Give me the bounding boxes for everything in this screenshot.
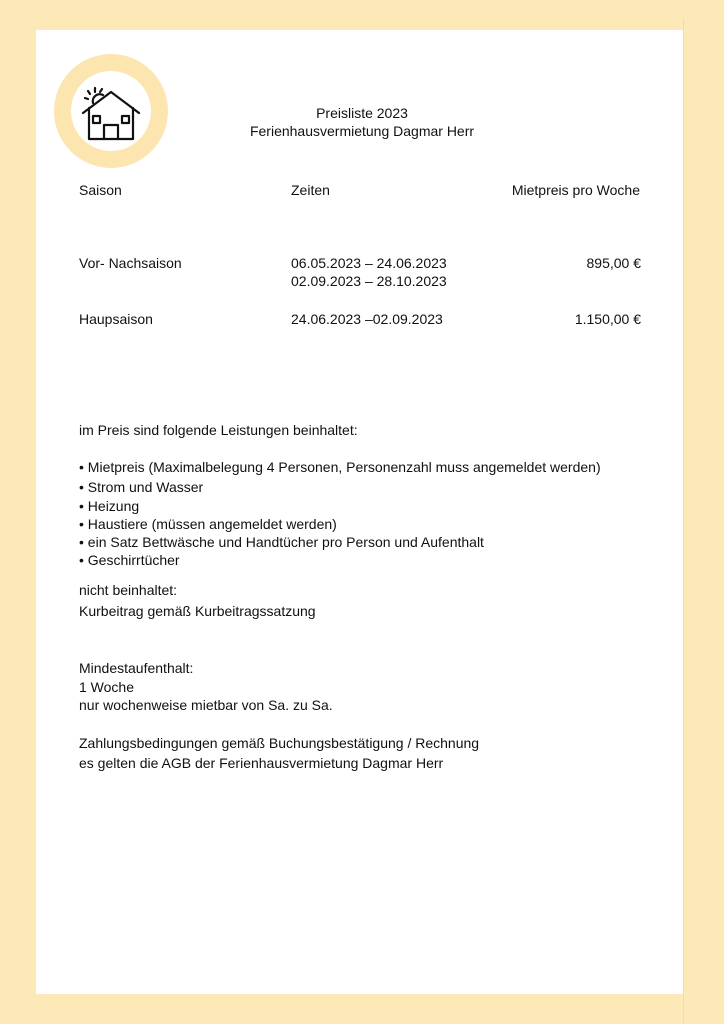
included-item: • Haustiere (müssen angemeldet werden) [79, 516, 337, 532]
included-item: • Geschirrtücher [79, 552, 180, 568]
row-dates-main: 24.06.2023 –02.09.2023 [291, 311, 443, 327]
not-included-item: Kurbeitrag gemäß Kurbeitragssatzung [79, 603, 316, 619]
row-dates-pre-post-1: 06.05.2023 – 24.06.2023 [291, 255, 447, 271]
included-heading: im Preis sind folgende Leistungen beinhaltet: [79, 422, 358, 438]
minimum-stay-note: nur wochenweise mietbar von Sa. zu Sa. [79, 697, 333, 713]
row-season-pre-post: Vor- Nachsaison [79, 255, 182, 271]
row-price-pre-post: 895,00 € [586, 255, 641, 271]
page-edge [683, 18, 724, 1024]
minimum-stay-value: 1 Woche [79, 679, 134, 695]
included-item: • Strom und Wasser [79, 479, 204, 495]
row-price-main: 1.150,00 € [574, 311, 641, 327]
house-icon [77, 83, 145, 143]
payment-terms: Zahlungsbedingungen gemäß Buchungsbestätigung / Rechnung [79, 735, 480, 751]
included-item: • Mietpreis (Maximalbelegung 4 Personen, Personenzahl muss angemeldet werden) [79, 459, 601, 475]
page-subtitle: Ferienhausvermietung Dagmar Herr [249, 123, 475, 139]
agb-note: es gelten die AGB der Ferienhausvermietung Dagmar Herr [79, 755, 444, 771]
page-title: Preisliste 2023 [316, 105, 408, 121]
not-included-heading: nicht beinhaltet: [79, 582, 178, 598]
row-dates-pre-post-2: 02.09.2023 – 28.10.2023 [291, 273, 447, 289]
included-item: • Heizung [79, 498, 140, 514]
column-header-dates: Zeiten [291, 182, 330, 198]
minimum-stay-heading: Mindestaufenthalt: [79, 660, 194, 676]
column-header-price: Mietpreis pro Woche [511, 182, 640, 198]
row-season-main: Haupsaison [79, 311, 153, 327]
column-header-season: Saison [79, 182, 122, 198]
included-item: • ein Satz Bettwäsche und Handtücher pro Person und Aufenthalt [79, 534, 484, 550]
